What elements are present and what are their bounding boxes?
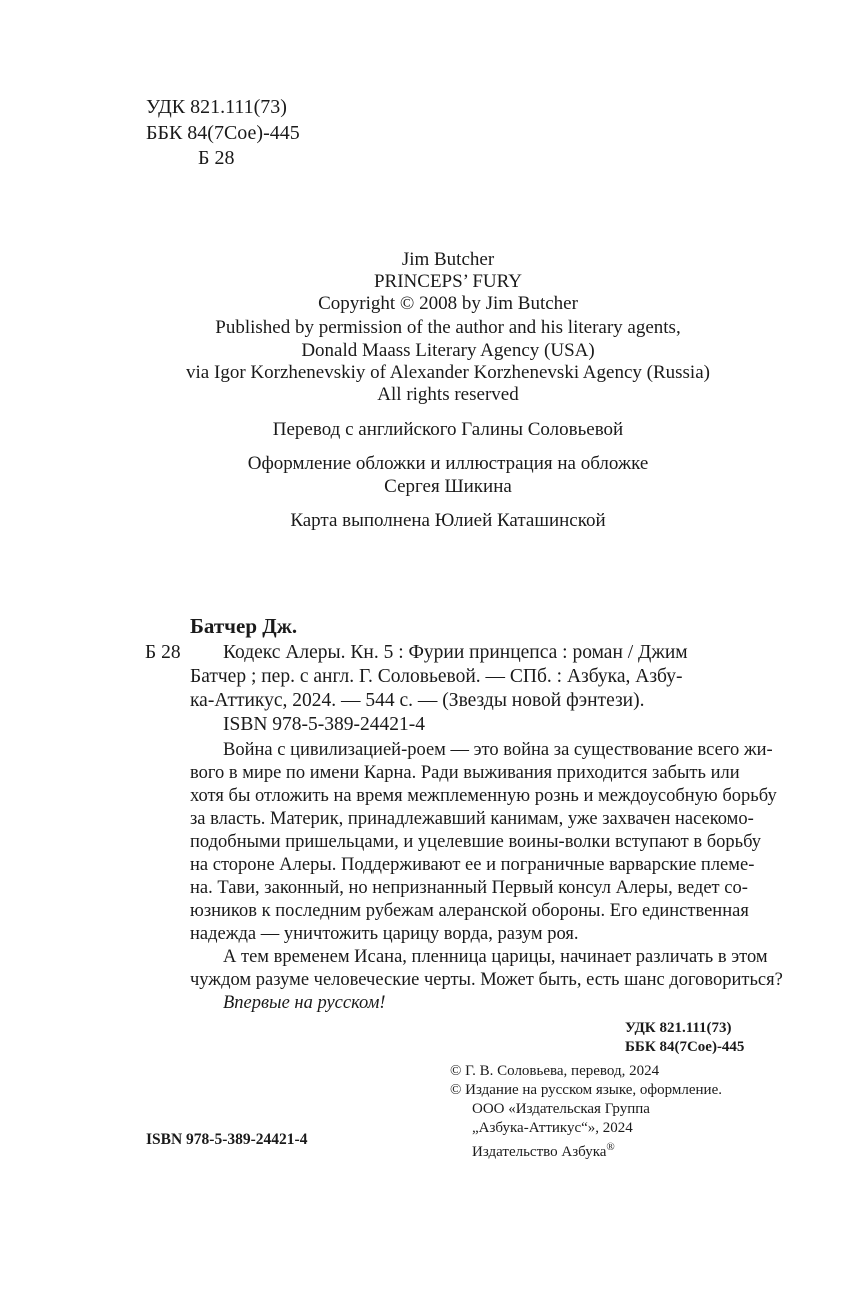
original-title: PRINCEPS’ FURY <box>373 271 522 292</box>
permission-line-1: Published by permission of the author and his literary agents, <box>215 317 681 338</box>
catalog-description-line-2: Батчер ; пер. с англ. Г. Соловьевой. — СПб. : Азбука, Азбу- <box>190 666 683 687</box>
publisher-imprint-text: Издательство Азбука <box>472 1144 607 1160</box>
annotation-line: подобными пришельцами, и уцелевшие воины-волки вступают в борьбу <box>190 832 762 852</box>
udk-code: УДК 821.111(73) <box>146 96 287 118</box>
translation-credit: Перевод с английского Галины Соловьевой <box>272 419 624 440</box>
publisher-name-line-1: ООО «Издательская Группа <box>472 1101 650 1117</box>
map-credit: Карта выполнена Юлией Каташинской <box>290 510 606 531</box>
annotation-line: Война с цивилизацией-роем — это война за существование всего жи- <box>223 740 773 760</box>
bbk-code: ББК 84(7Сое)-445 <box>146 122 300 144</box>
copyright-translation: © Г. В. Соловьева, перевод, 2024 <box>450 1063 660 1079</box>
udk-code-small: УДК 821.111(73) <box>625 1020 732 1036</box>
bbk-code-small: ББК 84(7Сое)-445 <box>625 1039 745 1055</box>
cover-credit-line-2: Сергея Шикина <box>384 476 512 497</box>
author-mark: Б 28 <box>198 147 235 169</box>
catalog-author-heading: Батчер Дж. <box>190 614 298 638</box>
annotation-line: на стороне Алеры. Поддерживают ее и пограничные варварские племе- <box>190 855 755 875</box>
annotation-line: на. Тави, законный, но непризнанный Первый консул Алеры, ведет со- <box>190 878 748 898</box>
annotation-line: надежда — уничтожить царицу ворда, разум роя. <box>190 924 579 944</box>
original-author: Jim Butcher <box>401 249 495 270</box>
copyright-edition: © Издание на русском языке, оформление. <box>450 1082 722 1098</box>
catalog-description-line-1: Кодекс Алеры. Кн. 5 : Фурии принцепса : роман / Джим <box>223 642 688 663</box>
annotation-line: чуждом разуме человеческие черты. Может быть, есть шанс договориться? <box>190 970 783 990</box>
annotation-line: юзников к последним рубежам алеранской обороны. Его единственная <box>190 901 749 921</box>
first-in-russian-note: Впервые на русском! <box>223 993 386 1013</box>
publisher-imprint <box>472 1138 615 1161</box>
catalog-isbn: ISBN 978-5-389-24421-4 <box>223 714 426 735</box>
publisher-name-line-2: „Азбука-Аттикус“», 2024 <box>472 1120 633 1136</box>
annotation-line: за власть. Материк, принадлежавший канимам, уже захвачен насекомо- <box>190 809 754 829</box>
registered-mark: ® <box>606 1141 615 1153</box>
annotation-line: вого в мире по имени Карна. Ради выживания приходится забыть или <box>190 763 740 783</box>
annotation-line: хотя бы отложить на время межплеменную рознь и междоусобную борьбу <box>190 786 777 806</box>
permission-line-2: Donald Maass Literary Agency (USA) <box>301 340 595 361</box>
catalog-description-line-3: ка-Аттикус, 2024. — 544 с. — (Звезды новой фэнтези). <box>190 690 645 711</box>
annotation-line: А тем временем Исана, пленница царицы, начинает различать в этом <box>223 947 768 967</box>
catalog-mark: Б 28 <box>145 642 181 663</box>
original-copyright: Copyright © 2008 by Jim Butcher <box>318 293 578 314</box>
cover-credit-line-1: Оформление обложки и иллюстрация на обложке <box>247 453 649 474</box>
permission-line-3: via Igor Korzhenevskiy of Alexander Korzhenevski Agency (Russia) <box>186 362 710 383</box>
all-rights-reserved: All rights reserved <box>377 384 519 405</box>
isbn-bottom: ISBN 978-5-389-24421-4 <box>146 1131 308 1148</box>
